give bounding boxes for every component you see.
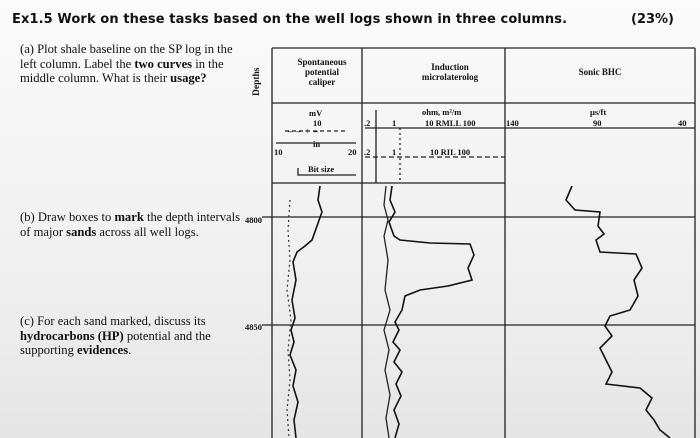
resistivity-deep-curve <box>389 186 474 438</box>
depth-4800: 4800 <box>245 215 262 225</box>
resistivity-unit: ohm, m²/m <box>422 107 462 117</box>
sp-unit: mV <box>309 108 323 118</box>
caliper-max: 20 <box>348 147 357 157</box>
shallow-scale-label: 10 RIL 100 <box>430 147 471 157</box>
sonic-curve <box>566 186 670 438</box>
bit-size-label: Bit size <box>308 164 335 174</box>
deep-scale-1: 1 <box>392 118 397 128</box>
deep-scale-label: 10 RMLL 100 <box>425 118 476 128</box>
sonic-scale-90: 90 <box>593 118 602 128</box>
sonic-scale-40: 40 <box>678 118 687 128</box>
caliper-unit: in <box>313 139 321 149</box>
track1-header: Spontaneous potential caliper <box>297 57 347 87</box>
deep-scale-02: .2 <box>364 118 371 128</box>
exercise-weight: (23%) <box>631 12 674 27</box>
sp-curve <box>290 186 322 438</box>
sp-scale: 10 <box>313 118 322 128</box>
sonic-scale-140: 140 <box>506 118 519 128</box>
sonic-unit: μs/ft <box>590 107 607 117</box>
question-a: (a) Plot shale baseline on the SP log in the left column. Label the two curves in the middle column. What is their usage? <box>20 42 233 85</box>
track3-header: Sonic BHC <box>578 67 622 77</box>
sp-polarity-marker: – – + – <box>288 126 319 136</box>
depth-4850: 4850 <box>245 322 262 332</box>
exercise-title: Ex1.5 Work on these tasks based on the well logs shown in three columns. <box>12 12 568 27</box>
question-b: (b) Draw boxes to mark the depth intervals of major sands across all well logs. <box>20 210 241 239</box>
depths-title: Depths <box>252 67 262 96</box>
caliper-curve <box>287 200 291 438</box>
bit-size-indicator <box>298 168 356 175</box>
shallow-scale-02: .2 <box>364 147 371 157</box>
question-c: (c) For each sand marked, discuss its hydrocarbons (HP) potential and the supporting evidences. <box>20 314 211 357</box>
shallow-scale-1: 1 <box>392 147 397 157</box>
caliper-min: 10 <box>274 147 283 157</box>
track2-header: Induction microlaterolog <box>421 62 479 82</box>
